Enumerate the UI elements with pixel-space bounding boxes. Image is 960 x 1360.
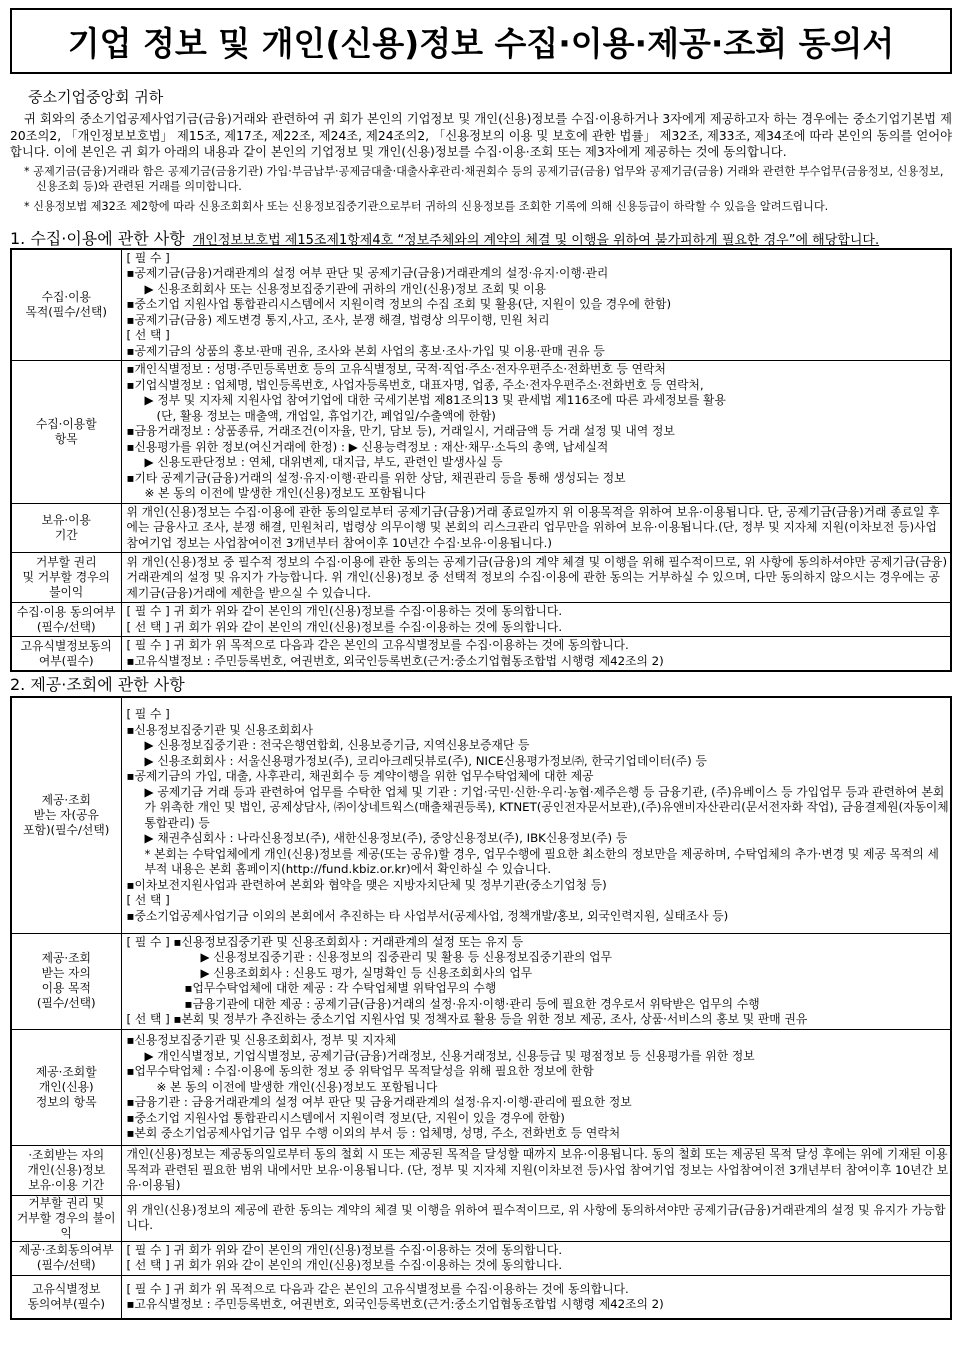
content-line: ▶ 공제기금 거래 등과 관련하여 업무를 수탁한 업체 및 기관 : 기업·국민·신한·우리·농협·제주은행 등 금융기관, (주)유베이스 등 가입업무 등과 관련하여 본회가 위촉한 개인 및 법인, 공제상담사, ㈜이상네트웍스(매출채권등록), KTNET(공인전자문서보관),(주)유앤비자산관리(문서전자화 작업), 금융결제원(자동이체 통합관리) 등 bbox=[144, 784, 949, 830]
content-line: ▶ 신용조회회사 : 신용도 평가, 실명확인 등 신용조회회사의 업무 bbox=[200, 965, 533, 980]
content-line: * 본회는 수탁업체에게 개인(신용)정보를 제공(또는 공유)할 경우, 업무수행에 필요한 최소한의 정보만을 제공하며, 수탁업체의 추가·변경 및 제공 목적의 세부적 내용은 본회 홈페이지(http://fund.kbiz.or.kr)에서 확인하실 수 있습니다. bbox=[144, 846, 939, 877]
row-label: 수집·이용 목적(필수/선택) bbox=[11, 249, 121, 361]
row-label: ·조회받는 자의 개인(신용)정보 보유·이용 기간 bbox=[11, 1145, 121, 1195]
row-content bbox=[121, 1195, 951, 1241]
document-title: 기업 정보 및 개인(신용)정보 수집·이용·제공·조회 동의서 bbox=[67, 23, 895, 63]
row-label: 보유·이용 기간 bbox=[11, 503, 121, 553]
section1-legal-note: 개인정보보호법 제15조제1항제4호 “정보주체와의 계약의 체결 및 이행을 위하여 불가피하게 필요한 경우”에 해당합니다. bbox=[192, 232, 880, 248]
row-content bbox=[121, 603, 951, 637]
content-line: ▪공제기금(금융) 제도변경 통지,사고, 조사, 분쟁 해결, 법령상 의무이행, 민원 처리 bbox=[126, 312, 550, 327]
row-content bbox=[121, 361, 951, 504]
row-content bbox=[121, 553, 951, 603]
row-content bbox=[121, 1275, 951, 1319]
content-paragraph: 위 개인(신용)정보는 수집·이용에 관한 동의일로부터 공제기금(금융)거래 종료일까지 위 이용목적을 위하여 보유·이용됩니다. 단, 공제기금(금융)거래 종료일 후에는 금융사고 조사, 분쟁 해결, 민원처리, 법령상 의무이행 및 본회의 리스크관리 업무만을 위하여 보유·이용됩니다.(단, 정부 및 지자체 지원(이차보전 등)사업 참여기업 정보는 사업참여이전 3개년부터 참여이후 10년간 수집·보유·이용됩니다.) bbox=[126, 504, 940, 550]
content-line: ▪공제기금(금융)거래관계의 설정 여부 판단 및 공제기금(금융)거래관계의 설정·유지·이행·관리 bbox=[126, 266, 609, 281]
row-content bbox=[121, 503, 951, 553]
content-line: ▪기타 공제기금(금융)거래의 설정·유지·이행·관리를 위한 상담, 채권관리 등을 통해 생성되는 정보 bbox=[126, 470, 626, 485]
row-label: 수집·이용할 항목 bbox=[11, 361, 121, 504]
section2-title: 2. 제공·조회에 관한 사항 bbox=[10, 675, 185, 695]
content-line: [ 필 수 ] 귀 회가 위와 같이 본인의 개인(신용)정보를 수집·이용하는 것에 동의합니다. bbox=[126, 604, 563, 619]
content-line: ▪고유식별정보 : 주민등록번호, 여권번호, 외국인등록번호(근거:중소기업협동조합법 시행령 제42조의 2) bbox=[126, 653, 664, 668]
content-line: ▪기업식별정보 : 업체명, 법인등록번호, 사업자등록번호, 대표자명, 업종, 주소·전자우편주소·전화번호 등 연락처, bbox=[126, 377, 704, 392]
row-content bbox=[121, 1145, 951, 1195]
table-row bbox=[11, 1241, 951, 1275]
content-line: ▪금융기관 : 금융거래관계의 설정 여부 판단 및 금융거래관계의 설정·유지·이행·관리에 필요한 정보 bbox=[126, 1095, 632, 1110]
content-line: ▪고유식별정보 : 주민등록번호, 여권번호, 외국인등록번호(근거:중소기업협동조합법 시행령 제42조의 2) bbox=[126, 1297, 664, 1312]
row-label: 제공·조회할 개인(신용) 정보의 항목 bbox=[11, 1029, 121, 1145]
content-line: ▪업무수탁업체 : 수집·이용에 동의한 정보 중 위탁업무 목적달성을 위해 필요한 정보에 한함 bbox=[126, 1064, 594, 1079]
content-line: ▪신용정보집중기관 및 신용조회회사 bbox=[126, 722, 313, 737]
content-line: ▪공제기금의 가입, 대출, 사후관리, 채권회수 등 계약이행을 위한 업무수탁업체에 대한 제공 bbox=[126, 769, 594, 784]
table-row bbox=[11, 249, 951, 361]
content-paragraph: 위 개인(신용)정보의 제공에 관한 동의는 계약의 체결 및 이행을 위하여 필수적이므로, 위 사항에 동의하셔야만 공제기금(금융)거래관계의 설정 및 유지가 가능합니다. bbox=[126, 1202, 946, 1233]
row-label: 수집·이용 동의여부 (필수/선택) bbox=[11, 603, 121, 637]
row-label: 제공·조회동의여부 (필수/선택) bbox=[11, 1241, 121, 1275]
content-line: [ 필 수 ] bbox=[126, 707, 170, 722]
content-line: ▶ 신용도판단정보 : 연체, 대위변제, 대지급, 부도, 관련인 발생사실 등 bbox=[144, 455, 503, 470]
content-line: [ 필 수 ] 귀 회가 위 목적으로 다음과 같은 본인의 고유식별정보를 수집·이용하는 것에 동의합니다. bbox=[126, 638, 629, 653]
table-row bbox=[11, 1029, 951, 1145]
section1-table bbox=[10, 248, 952, 673]
content-line: [ 선 택 ] 귀 회가 위와 같이 본인의 개인(신용)정보를 수집·이용하는 것에 동의합니다. bbox=[126, 1258, 563, 1273]
table-row bbox=[11, 1195, 951, 1241]
content-line: ▪이차보전지원사업과 관련하여 본회와 협약을 맺은 지방자치단체 및 정부기관(중소기업청 등) bbox=[126, 877, 607, 892]
content-line: [ 선 택 ] ▪본회 및 정부가 추진하는 중소기업 지원사업 및 정책자료 활용 등을 위한 정보 제공, 조사, 상품·서비스의 홍보 및 판매 권유 bbox=[126, 1012, 808, 1027]
table-row bbox=[11, 1275, 951, 1319]
content-line: [ 선 택 ] bbox=[126, 328, 170, 343]
section1-header bbox=[10, 226, 952, 248]
table-row bbox=[11, 603, 951, 637]
content-line: (단, 활용 정보는 매출액, 개업일, 휴업기간, 폐업일/수출액에 한함) bbox=[156, 408, 496, 423]
content-line: [ 필 수 ] ▪신용정보집중기관 및 신용조회회사 : 거래관계의 설정 또는 유지 등 bbox=[126, 934, 524, 949]
content-line: ▶ 신용정보집중기관 : 전국은행연합회, 신용보증기금, 지역신용보증재단 등 bbox=[144, 738, 530, 753]
content-line: ※ 본 동의 이전에 발생한 개인(신용)정보도 포함됩니다 bbox=[144, 486, 426, 501]
content-line: ▶ 정부 및 지자체 지원사업 참여기업에 대한 국세기본법 제81조의13 및 관세법 제116조에 따른 과세정보를 활용 bbox=[144, 393, 726, 408]
content-line: [ 필 수 ] bbox=[126, 250, 170, 265]
section1-title: 1. 수집·이용에 관한 사항 bbox=[10, 228, 185, 248]
content-line: ▪신용평가를 위한 정보(여신거래에 한정) : ▶ 신용능력정보 : 재산·채무·소득의 총액, 납세실적 bbox=[126, 439, 609, 454]
recipient: 중소기업중앙회 귀하 bbox=[28, 88, 164, 106]
content-line: ※ 본 동의 이전에 발생한 개인(신용)정보도 포함됩니다 bbox=[156, 1079, 438, 1094]
content-line: [ 선 택 ] bbox=[126, 893, 170, 908]
note-item: * 공제기금(금융)거래라 함은 공제기금(금융기관) 가입·부금납부·공제금대출·대출사후관리·채권회수 등의 공제기금(금융) 업무와 공제기금(금융) 거래와 관련한 부수업무(금융정보, 신용정보, 신용조회 등)와 관련된 거래를 의미합니다. bbox=[24, 164, 944, 193]
content-line: ▶ 채권추심회사 : 나라신용정보(주), 새한신용정보(주), 중앙신용정보(주), IBK신용정보(주) 등 bbox=[144, 831, 628, 846]
content-line: [ 필 수 ] 귀 회가 위 목적으로 다음과 같은 본인의 고유식별정보를 수집·이용하는 것에 동의합니다. bbox=[126, 1281, 629, 1296]
table-row bbox=[11, 933, 951, 1029]
row-content bbox=[121, 249, 951, 361]
content-line: ▪중소기업 지원사업 통합관리시스템에서 지원이력 정보(단, 지원이 있을 경우에 한함) bbox=[126, 1110, 565, 1125]
row-label: 고유식별정보동의 여부(필수) bbox=[11, 637, 121, 672]
content-line: ▪금융기관에 대한 제공 : 공제기금(금융)거래의 설정·유지·이행·관리 등에 필요한 경우로서 위탁받은 업무의 수행 bbox=[184, 996, 760, 1011]
row-label: 고유식별정보 동의여부(필수) bbox=[11, 1275, 121, 1319]
consent-form bbox=[10, 8, 952, 1320]
content-line: ▪개인식별정보 : 성명·주민등록번호 등의 고유식별정보, 국적·직업·주소·전자우편주소·전화번호 등 연락처 bbox=[126, 362, 666, 377]
row-label: 거부할 권리 및 거부할 경우의 불이익 bbox=[11, 1195, 121, 1241]
content-line: ▶ 신용정보집중기관 : 신용정보의 집중관리 및 활용 등 신용정보집중기관의 업무 bbox=[200, 950, 612, 965]
table-row bbox=[11, 1145, 951, 1195]
content-line: ▪중소기업 지원사업 통합관리시스템에서 지원이력 정보의 수집 조회 및 활용(단, 지원이 있을 경우에 한함) bbox=[126, 297, 672, 312]
content-line: ▪중소기업공제사업기금 이외의 본회에서 추진하는 타 사업부서(공제사업, 정책개발/홍보, 외국인력지원, 실태조사 등) bbox=[126, 908, 729, 923]
table-row bbox=[11, 553, 951, 603]
content-line: ▶ 신용조회회사 또는 신용정보집중기관에 귀하의 개인(신용)정보 조회 및 이용 bbox=[144, 281, 547, 296]
table-row bbox=[11, 697, 951, 933]
row-content bbox=[121, 697, 951, 933]
content-paragraph: 위 개인(신용)정보 중 필수적 정보의 수집·이용에 관한 동의는 공제기금(금융)의 계약 체결 및 이행을 위해 필수적이므로, 위 사항에 동의하셔야만 공제기금(금융)거래관계의 설정 및 유지가 가능합니다. 위 개인(신용)정보 중 선택적 정보의 수집·이용에 관한 동의는 거부하실 수 있으며, 다만 동의하지 않으시는 경우에는 공제기금(금융)거래에 제한을 받으실 수 있습니다. bbox=[126, 554, 948, 600]
row-label: 제공·조회 받는 자의 이용 목적 (필수/선택) bbox=[11, 933, 121, 1029]
note-item: * 신용정보법 제32조 제2항에 따라 신용조회회사 또는 신용정보집중기관으로부터 귀하의 신용정보를 조회한 기록에 의해 신용등급이 하락할 수 있음을 알려드립니다. bbox=[24, 199, 829, 213]
table-row bbox=[11, 637, 951, 672]
row-content bbox=[121, 1029, 951, 1145]
section2-table bbox=[10, 696, 952, 1320]
row-content bbox=[121, 1241, 951, 1275]
content-line: [ 선 택 ] 귀 회가 위와 같이 본인의 개인(신용)정보를 수집·이용하는 것에 동의합니다. bbox=[126, 619, 563, 634]
row-label: 거부할 권리 및 거부할 경우의 불이익 bbox=[11, 553, 121, 603]
content-line: ▪신용정보집중기관 및 신용조회회사, 정부 및 지자체 bbox=[126, 1033, 397, 1048]
intro-paragraph: 귀 회와의 중소기업공제사업기금(금융)거래와 관련하여 귀 회가 본인의 기업정보 및 개인(신용)정보를 수집·이용하거나 3자에게 제공하고자 하는 경우에는 중소기업기본법 제20조의2, 「개인정보보호법」 제15조, 제17조, 제22조, 제24조, 제24조의2, 「신용정보의 이용 및 보호에 관한 법률」 제32조, 제33조, 제34조에 따라 본인의 동의를 얻어야 합니다. 이에 본인은 귀 회가 아래의 내용과 같이 본인의 기업정보 및 개인(신용)정보를 수집·이용·조회 또는 제3자에게 제공하는 것에 동의합니다. bbox=[10, 112, 952, 160]
content-line: ▪업무수탁업체에 대한 제공 : 각 수탁업체별 위탁업무의 수행 bbox=[184, 981, 497, 996]
table-row bbox=[11, 503, 951, 553]
content-paragraph: 개인(신용)정보는 제공동의일로부터 동의 철회 시 또는 제공된 목적을 달성할 때까지 보유·이용됩니다. 동의 철회 또는 제공된 목적 달성 후에는 위에 기재된 이용 목적과 관련된 필요한 범위 내에서만 보유·이용됩니다. (단, 정부 및 지자체 지원(이차보전 등)사업 참여기업 정보는 사업참여이전 3개년부터 참여이후 10년간 보유·이용됨) bbox=[126, 1147, 949, 1193]
row-content bbox=[121, 933, 951, 1029]
content-line: [ 필 수 ] 귀 회가 위와 같이 본인의 개인(신용)정보를 수집·이용하는 것에 동의합니다. bbox=[126, 1242, 563, 1257]
content-line: ▪공제기금의 상품의 홍보·판매 권유, 조사와 본회 사업의 홍보·조사·가입 및 이용·판매 권유 등 bbox=[126, 343, 605, 358]
content-line: ▪본회 중소기업공제사업기금 업무 수행 이외의 부서 등 : 업체명, 성명, 주소, 전화번호 등 연락처 bbox=[126, 1126, 621, 1141]
table-row bbox=[11, 361, 951, 504]
content-line: ▶ 개인식별정보, 기업식별정보, 공제기금(금융)거래정보, 신용거래정보, 신용등급 및 평점정보 등 신용평가를 위한 정보 bbox=[144, 1048, 755, 1063]
title-box bbox=[10, 8, 952, 74]
row-label: 제공·조회 받는 자(공유 포함)(필수/선택) bbox=[11, 697, 121, 933]
notes bbox=[10, 164, 952, 214]
row-content bbox=[121, 637, 951, 672]
content-line: ▪금융거래정보 : 상품종류, 거래조건(이자율, 만기, 담보 등), 거래일시, 거래금액 등 거래 설정 및 내역 정보 bbox=[126, 424, 675, 439]
content-line: ▶ 신용조회회사 : 서울신용평가정보(주), 코리아크레딧뷰로(주), NICE신용평가정보㈜, 한국기업데이터(주) 등 bbox=[144, 753, 707, 768]
